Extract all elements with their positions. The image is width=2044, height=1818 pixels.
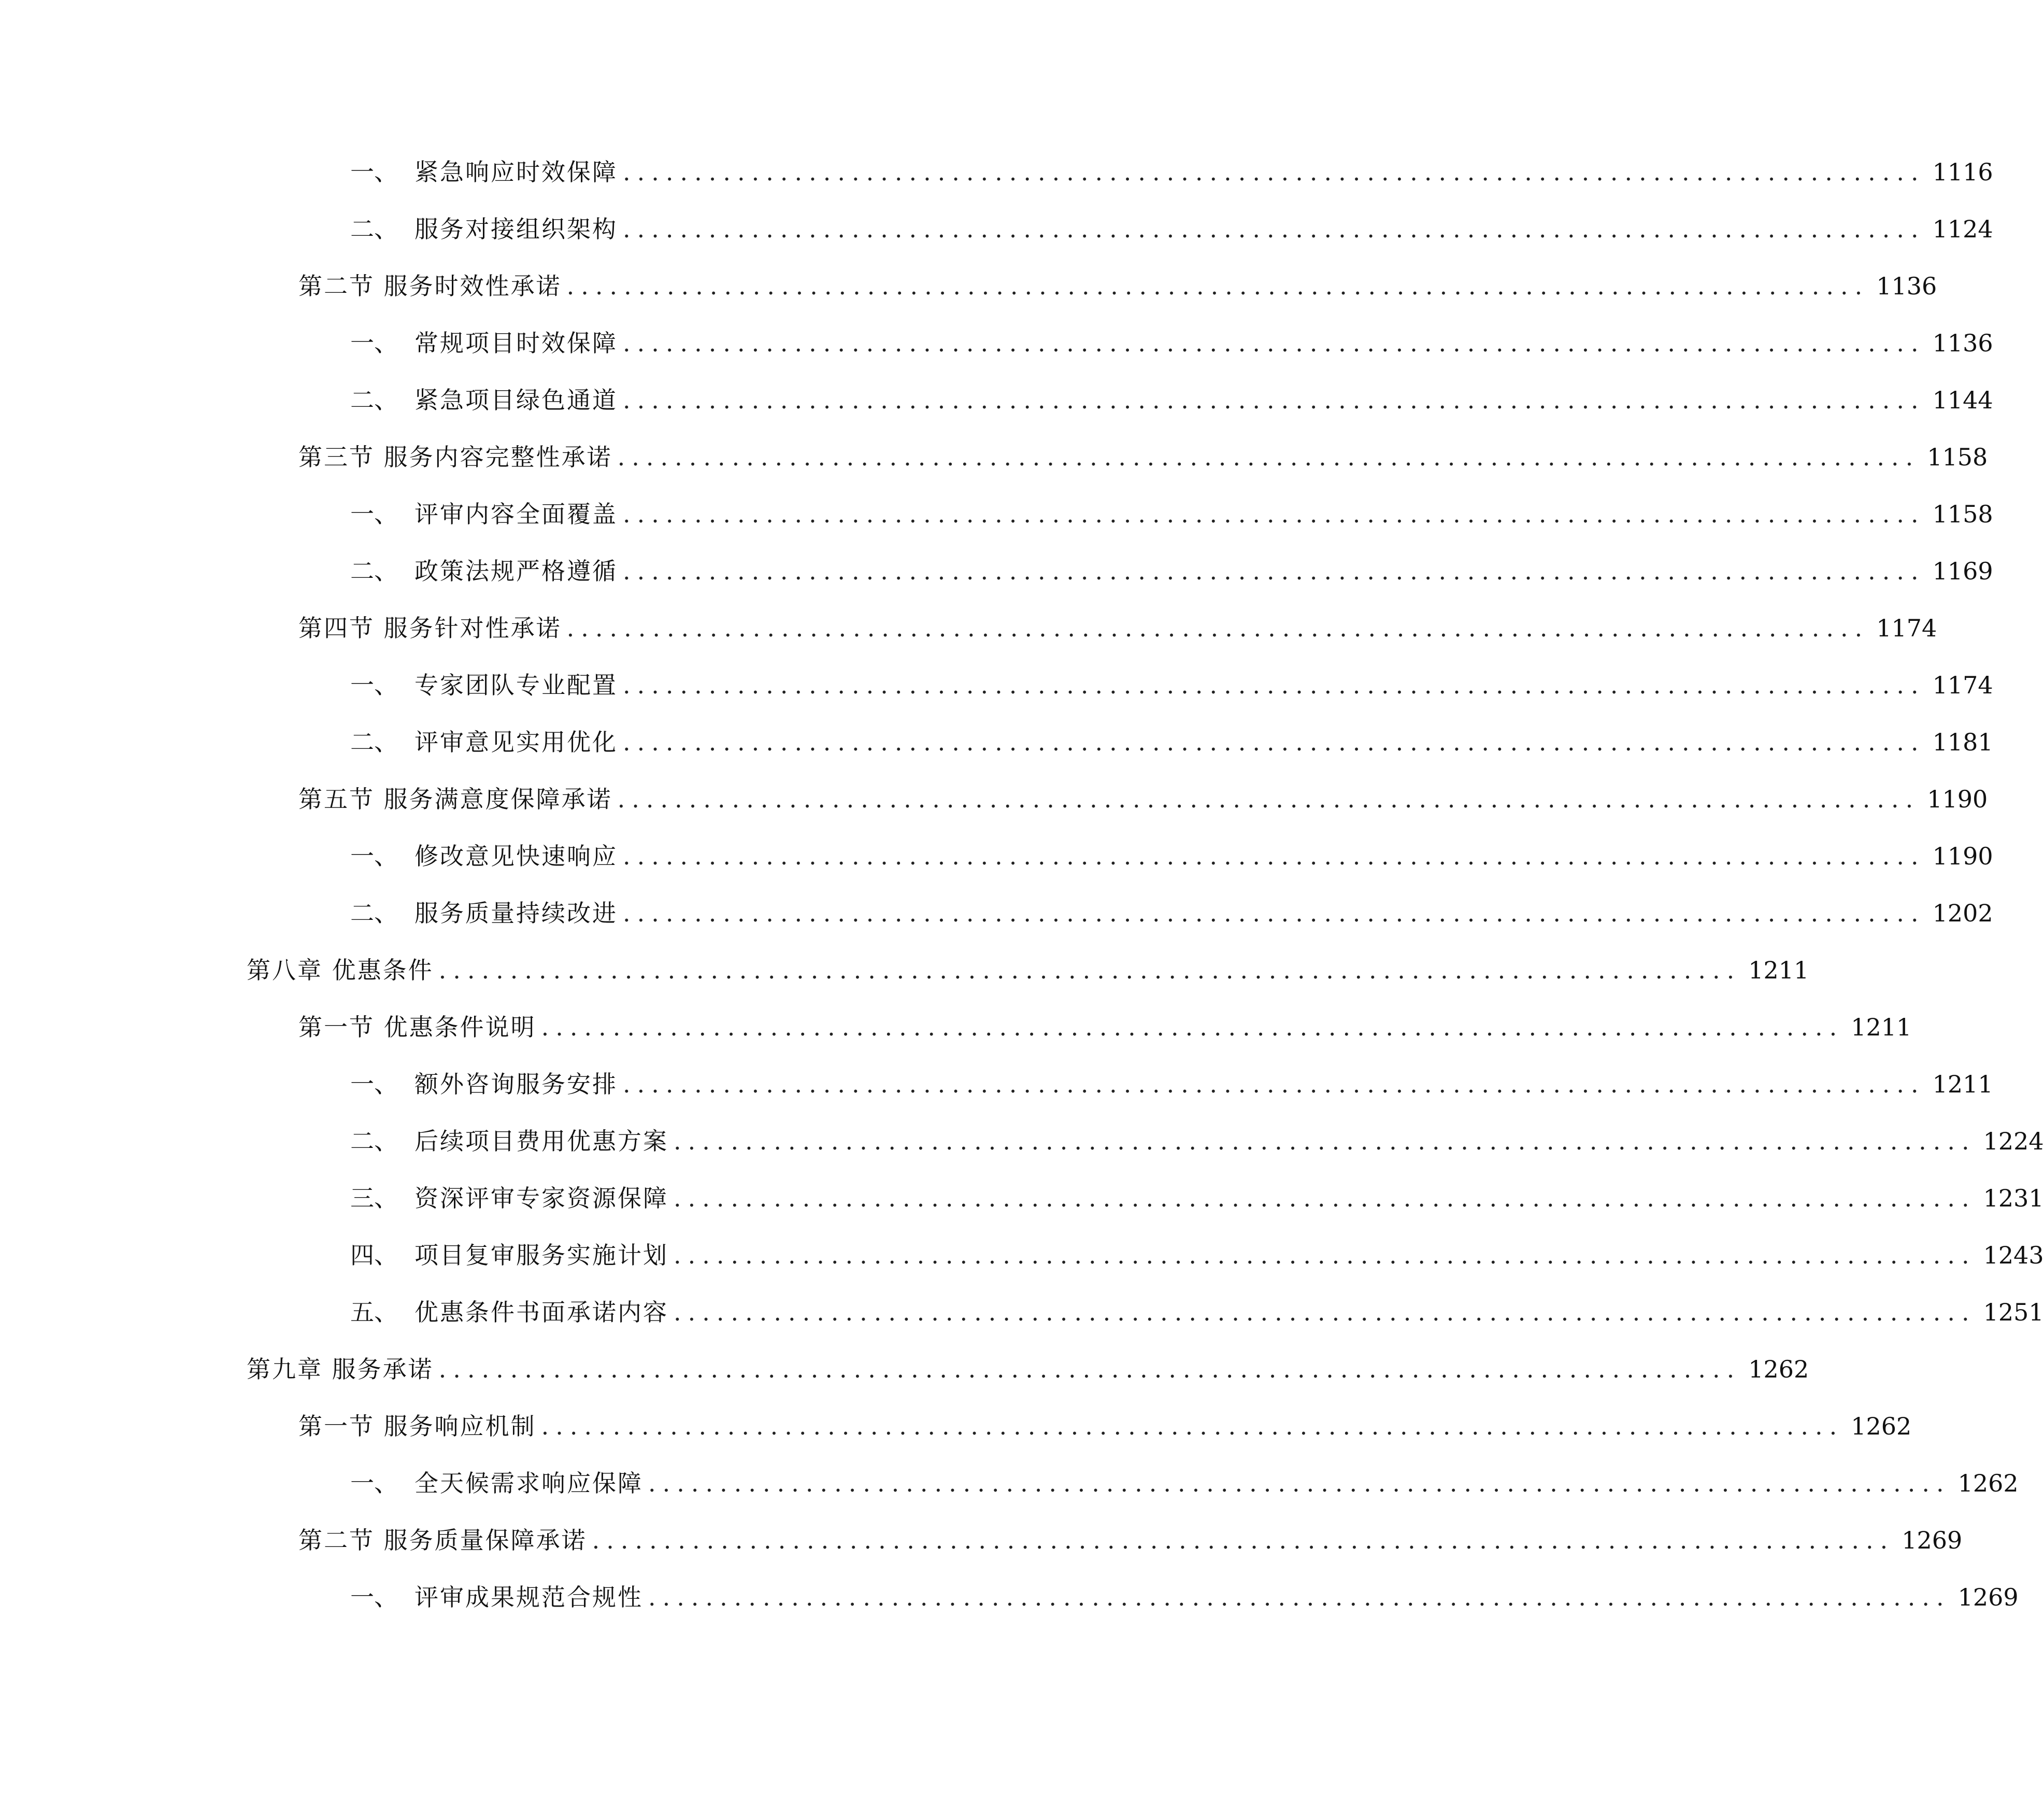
toc-entry-title: 第二节 服务质量保障承诺 [298, 1526, 587, 1554]
toc-dot-leader: ........................................................................................... [541, 1412, 1844, 1440]
toc-entry-page: 1269 [1957, 1583, 2019, 1611]
toc-entry-page: 1262 [1957, 1469, 2019, 1497]
toc-entry-number: 二、 [350, 899, 398, 927]
toc-entry-page: 1144 [1932, 386, 1993, 414]
toc-entry-page: 1136 [1932, 329, 1993, 357]
toc-entry-title: 第二节 服务时效性承诺 [298, 272, 562, 300]
toc-entry[interactable] [298, 612, 1937, 645]
toc-entry-page: 1158 [1932, 500, 1993, 528]
toc-dot-leader: ........................................................................................... [648, 1583, 1951, 1611]
toc-entry-title: 第三节 服务内容完整性承诺 [298, 443, 612, 471]
toc-entry-page: 1174 [1932, 671, 1993, 699]
toc-entry-title: 修改意见快速响应 [414, 842, 618, 870]
toc-dot-leader: ........................................................................................... [592, 1526, 1895, 1554]
toc-entry[interactable] [298, 1011, 1912, 1044]
toc-entry-number: 一、 [350, 1070, 398, 1098]
toc-entry[interactable] [350, 669, 1993, 702]
toc-entry-page: 1190 [1927, 785, 1988, 813]
toc-entry-page: 1211 [1932, 1070, 1993, 1098]
toc-dot-leader: ........................................................................................... [623, 500, 1925, 528]
toc-entry-page: 1211 [1748, 956, 1809, 984]
toc-dot-leader: ........................................................................................... [617, 785, 1920, 813]
toc-entry-title: 第五节 服务满意度保障承诺 [298, 785, 612, 813]
toc-entry-number: 二、 [350, 215, 398, 243]
toc-entry-title: 第九章 服务承诺 [247, 1355, 434, 1383]
toc-entry[interactable] [350, 1125, 2044, 1158]
toc-entry[interactable] [350, 212, 1993, 246]
toc-entry-page: 1116 [1932, 158, 1993, 186]
toc-dot-leader: ........................................................................................... [623, 1070, 1925, 1098]
toc-entry[interactable] [350, 1581, 2019, 1614]
toc-entry[interactable] [350, 840, 1993, 873]
toc-entry[interactable] [350, 1182, 2044, 1215]
toc-entry-title: 专家团队专业配置 [414, 671, 618, 699]
toc-entry-title: 评审内容全面覆盖 [414, 500, 618, 528]
toc-entry-title: 第一节 服务响应机制 [298, 1412, 536, 1440]
toc-dot-leader: ........................................................................................... [623, 386, 1925, 414]
toc-dot-leader: ........................................................................................... [623, 215, 1925, 243]
toc-entry[interactable] [350, 1296, 2044, 1329]
toc-entry[interactable] [350, 155, 1993, 189]
toc-dot-leader: ........................................................................................... [674, 1127, 1976, 1155]
toc-entry-page: 1224 [1983, 1127, 2044, 1155]
toc-entry-number: 二、 [350, 557, 398, 585]
toc-entry[interactable] [350, 326, 1993, 360]
toc-dot-leader: ........................................................................................... [623, 158, 1925, 186]
toc-entry-title: 评审意见实用优化 [414, 728, 618, 756]
toc-entry-page: 1251 [1983, 1298, 2044, 1326]
toc-entry[interactable] [247, 1353, 1809, 1386]
toc-entry[interactable] [350, 555, 1993, 588]
toc-entry[interactable] [350, 726, 1993, 759]
toc-entry-page: 1211 [1851, 1013, 1912, 1041]
toc-entry-number: 一、 [350, 1583, 398, 1611]
toc-dot-leader: ........................................................................................... [623, 329, 1925, 357]
toc-entry-title: 评审成果规范合规性 [414, 1583, 643, 1611]
toc-entry-title: 项目复审服务实施计划 [414, 1241, 668, 1269]
toc-entry[interactable] [298, 1410, 1912, 1443]
toc-entry-page: 1174 [1876, 614, 1937, 642]
toc-entry-page: 1202 [1932, 899, 1993, 927]
toc-entry-page: 1243 [1983, 1241, 2044, 1269]
toc-entry-title: 全天候需求响应保障 [414, 1469, 643, 1497]
toc-entry-title: 常规项目时效保障 [414, 329, 618, 357]
toc-entry-number: 一、 [350, 671, 398, 699]
toc-dot-leader: ........................................................................................... [623, 899, 1925, 927]
toc-entry-title: 政策法规严格遵循 [414, 557, 618, 585]
toc-dot-leader: ........................................................................................... [674, 1241, 1976, 1269]
toc-entry-title: 优惠条件书面承诺内容 [414, 1298, 668, 1326]
toc-entry-title: 资深评审专家资源保障 [414, 1184, 668, 1212]
toc-entry-page: 1269 [1902, 1526, 1963, 1554]
toc-entry-number: 一、 [350, 842, 398, 870]
toc-entry-number: 一、 [350, 329, 398, 357]
toc-entry-title: 第一节 优惠条件说明 [298, 1013, 536, 1041]
toc-entry-page: 1190 [1932, 842, 1993, 870]
toc-entry-number: 一、 [350, 500, 398, 528]
toc-entry[interactable] [350, 897, 1993, 930]
toc-entry-number: 一、 [350, 158, 398, 186]
toc-entry-number: 三、 [350, 1184, 398, 1212]
toc-dot-leader: ........................................................................................... [674, 1298, 1976, 1326]
toc-entry-title: 第八章 优惠条件 [247, 956, 434, 984]
toc-dot-leader: ........................................................................................... [623, 728, 1925, 756]
toc-entry[interactable] [350, 1239, 2044, 1272]
toc-entry-title: 服务质量持续改进 [414, 899, 618, 927]
toc-entry-title: 后续项目费用优惠方案 [414, 1127, 668, 1155]
toc-entry[interactable] [298, 1524, 1963, 1557]
toc-entry-title: 额外咨询服务安排 [414, 1070, 618, 1098]
toc-entry-page: 1262 [1748, 1355, 1809, 1383]
toc-entry[interactable] [350, 498, 1993, 531]
toc-dot-leader: ........................................................................................... [674, 1184, 1976, 1212]
toc-entry-number: 二、 [350, 728, 398, 756]
toc-dot-leader: ........................................................................................... [541, 1013, 1844, 1041]
toc-entry-page: 1136 [1876, 272, 1937, 300]
toc-dot-leader: ........................................................................................... [566, 614, 1869, 642]
toc-entry-title: 第四节 服务针对性承诺 [298, 614, 562, 642]
toc-dot-leader: ........................................................................................... [438, 1355, 1741, 1383]
toc-dot-leader: ........................................................................................... [623, 842, 1925, 870]
toc-entry-title: 紧急项目绿色通道 [414, 386, 618, 414]
toc-entry-number: 四、 [350, 1241, 398, 1269]
toc-entry-number: 二、 [350, 386, 398, 414]
toc-dot-leader: ........................................................................................... [648, 1469, 1951, 1497]
toc-entry-number: 二、 [350, 1127, 398, 1155]
toc-entry-page: 1169 [1932, 557, 1993, 585]
toc-entry-page: 1231 [1983, 1184, 2044, 1212]
toc-entry[interactable] [247, 954, 1809, 987]
toc-entry[interactable] [298, 441, 1988, 474]
toc-entry-title: 紧急响应时效保障 [414, 158, 618, 186]
toc-dot-leader: ........................................................................................... [623, 671, 1925, 699]
toc-entry[interactable] [350, 384, 1993, 417]
toc-entry-page: 1158 [1927, 443, 1988, 471]
toc-dot-leader: ........................................................................................... [566, 272, 1869, 300]
toc-dot-leader: ........................................................................................... [617, 443, 1920, 471]
toc-dot-leader: ........................................................................................... [623, 557, 1925, 585]
toc-entry-page: 1181 [1932, 728, 1993, 756]
toc-entry-page: 1262 [1851, 1412, 1912, 1440]
toc-entry-page: 1124 [1932, 215, 1993, 243]
toc-entry-title: 服务对接组织架构 [414, 215, 618, 243]
toc-entry[interactable] [298, 269, 1937, 303]
toc-entry[interactable] [350, 1068, 1993, 1101]
toc-entry-number: 一、 [350, 1469, 398, 1497]
toc-dot-leader: ........................................................................................... [438, 956, 1741, 984]
toc-entry[interactable] [350, 1467, 2019, 1500]
toc-entry[interactable] [298, 783, 1988, 816]
toc-entry-number: 五、 [350, 1298, 398, 1326]
